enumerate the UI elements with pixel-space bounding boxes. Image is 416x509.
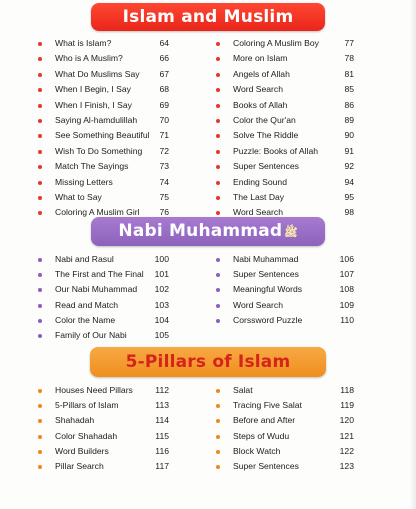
bullet-icon: [38, 150, 42, 154]
toc-entry-title: Solve The Riddle: [233, 130, 299, 141]
bullet-icon: [216, 389, 220, 393]
toc-entry-title: 5-Pillars of Islam: [55, 400, 119, 411]
bullet-icon: [38, 450, 42, 454]
toc-entry-page-number: 78: [344, 53, 354, 64]
toc-entry-title: Nabi Muhammad: [233, 254, 299, 264]
toc-entry-title: Coloring A Muslim Boy: [233, 38, 319, 48]
toc-entry-page-number: 117: [155, 460, 169, 471]
bullet-icon: [216, 119, 220, 123]
toc-entry-page-number: 102: [154, 284, 169, 295]
toc-entry-title: Before and After: [233, 415, 296, 426]
bullet-icon: [38, 404, 42, 408]
toc-entry-title: Shahadah: [55, 415, 95, 426]
bullet-icon: [38, 119, 42, 123]
bullet-icon: [216, 288, 220, 292]
bullet-icon: [38, 165, 42, 169]
bullet-icon: [38, 304, 42, 308]
salawat-glyph: ﷺ: [284, 226, 298, 239]
bullet-icon: [216, 404, 220, 408]
bullet-icon: [216, 450, 220, 454]
toc-entry-page-number: 95: [344, 191, 354, 202]
toc-entry-title: Corssword Puzzle: [233, 314, 303, 325]
bullet-icon: [38, 334, 42, 338]
toc-entry-title: When I Finish, I Say: [55, 99, 132, 110]
toc-entry-title: Tracing Five Salat: [233, 400, 302, 411]
toc-entry-page-number: 69: [159, 99, 169, 110]
toc-entry-page-number: 68: [159, 84, 169, 95]
bullet-icon: [38, 288, 42, 292]
bullet-icon: [216, 435, 220, 439]
toc-entry-title: Word Search: [233, 207, 283, 218]
section-title-text: Nabi Muhammad: [118, 221, 283, 241]
toc-entry-title: Steps of Wudu: [233, 430, 290, 441]
bullet-icon: [216, 273, 220, 277]
toc-entry-page-number: 104: [154, 314, 169, 325]
bullet-icon: [216, 150, 220, 154]
bullet-icon: [216, 258, 220, 262]
toc-entry-title: Nabi and Rasul: [55, 254, 114, 264]
bullet-icon: [216, 165, 220, 169]
bullet-icon: [216, 419, 220, 423]
bullet-icon: [38, 319, 42, 323]
toc-entry-title: Meaningful Words: [233, 284, 303, 295]
toc-entry-title: Super Sentences: [233, 269, 299, 280]
toc-entry-page-number: 107: [339, 269, 354, 280]
bullet-icon: [38, 181, 42, 185]
toc-entry-page-number: 121: [339, 430, 354, 441]
toc-entry-title: Super Sentences: [233, 161, 299, 172]
toc-entry-page-number: 122: [339, 445, 354, 456]
bullet-icon: [38, 73, 42, 77]
toc-entry-title: Word Builders: [55, 445, 109, 456]
toc-entry-title: Puzzle: Books of Allah: [233, 145, 319, 156]
toc-entry-page-number: 101: [154, 269, 169, 280]
toc-entry-title: Color the Name: [55, 314, 116, 325]
toc-entry-page-number: 71: [159, 130, 169, 141]
bullet-icon: [38, 435, 42, 439]
toc-entry-page-number: 81: [344, 68, 354, 79]
toc-entry-page-number: 109: [339, 299, 354, 310]
toc-entry-page-number: 85: [344, 84, 354, 95]
bullet-icon: [216, 304, 220, 308]
toc-entry-page-number: 116: [155, 445, 169, 456]
toc-entry-title: Saying Al-hamdulillah: [55, 114, 138, 125]
toc-entry-title: Our Nabi Muhammad: [55, 284, 138, 295]
toc-entry-page-number: 74: [159, 176, 169, 187]
bullet-icon: [216, 465, 220, 469]
toc-entry-page-number: 106: [339, 254, 354, 264]
toc-entry-title: Coloring A Muslim Girl: [55, 207, 140, 218]
section-title-islam-and-muslim: [91, 3, 325, 31]
toc-entry-title: Read and Match: [55, 299, 119, 310]
toc-entry-page-number: 64: [159, 38, 169, 48]
toc-entry-title: Houses Need Pillars: [55, 385, 133, 395]
toc-entry-title: Family of Our Nabi: [55, 329, 127, 340]
toc-entry-title: Ending Sound: [233, 176, 287, 187]
toc-entry-title: The First and The Final: [55, 269, 144, 280]
toc-entry-page-number: 98: [344, 207, 354, 218]
toc-entry-page-number: 70: [159, 114, 169, 125]
toc-entry-page-number: 105: [154, 329, 169, 340]
toc-entry-page-number: 112: [155, 385, 169, 395]
toc-entry-title: Pillar Search: [55, 460, 104, 471]
bullet-icon: [38, 211, 42, 215]
bullet-icon: [216, 181, 220, 185]
bullet-icon: [216, 73, 220, 77]
bullet-icon: [216, 42, 220, 46]
toc-entry-page-number: 77: [344, 38, 354, 48]
toc-entry-title: See Something Beautiful: [55, 130, 150, 141]
bullet-icon: [38, 465, 42, 469]
bullet-icon: [38, 42, 42, 46]
toc-entry-page-number: 75: [159, 191, 169, 202]
toc-entry-title: Color the Qur'an: [233, 114, 296, 125]
toc-entry-page-number: 103: [154, 299, 169, 310]
toc-entry-page-number: 89: [344, 114, 354, 125]
toc-entry-page-number: 66: [159, 53, 169, 64]
toc-entry-page-number: 120: [339, 415, 354, 426]
toc-entry-page-number: 114: [155, 415, 169, 426]
toc-entry-title: Who is A Muslim?: [55, 53, 123, 64]
toc-entry-title: More on Islam: [233, 53, 288, 64]
bullet-icon: [38, 389, 42, 393]
bullet-icon: [216, 211, 220, 215]
bullet-icon: [38, 196, 42, 200]
bullet-icon: [38, 134, 42, 138]
section-title-5-pillars-of-islam: [90, 347, 326, 377]
toc-entry-page-number: 90: [344, 130, 354, 141]
toc-entry-page-number: 73: [159, 161, 169, 172]
toc-entry-page-number: 119: [340, 400, 354, 411]
bullet-icon: [38, 57, 42, 61]
bullet-icon: [38, 104, 42, 108]
toc-entry-page-number: 67: [159, 68, 169, 79]
toc-entry-page-number: 92: [344, 161, 354, 172]
toc-entry-page-number: 76: [159, 207, 169, 218]
toc-entry-page-number: 108: [339, 284, 354, 295]
toc-entry-title: When I Begin, I Say: [55, 84, 131, 95]
toc-entry-title: The Last Day: [233, 191, 285, 202]
bullet-icon: [216, 319, 220, 323]
toc-entry-title: Salat: [233, 385, 253, 395]
section-title-text: Islam and Muslim: [122, 7, 294, 27]
toc-entry-page-number: 94: [344, 176, 354, 187]
toc-entry-page-number: 100: [154, 254, 169, 264]
toc-entry-title: Missing Letters: [55, 176, 113, 187]
bullet-icon: [38, 258, 42, 262]
bullet-icon: [38, 88, 42, 92]
toc-entry-page-number: 91: [344, 145, 354, 156]
toc-entry-page-number: 86: [344, 99, 354, 110]
bullet-icon: [216, 134, 220, 138]
toc-entry-page-number: 115: [155, 430, 169, 441]
bullet-icon: [38, 273, 42, 277]
toc-entry-title: Word Search: [233, 299, 283, 310]
toc-entry-page-number: 118: [340, 385, 354, 395]
toc-entry-page-number: 110: [340, 314, 354, 325]
bullet-icon: [216, 57, 220, 61]
toc-entry-title: Color Shahadah: [55, 430, 118, 441]
toc-entry-title: Match The Sayings: [55, 161, 129, 172]
toc-entry-title: What to Say: [55, 191, 102, 202]
bullet-icon: [216, 196, 220, 200]
toc-entry-title: Block Watch: [233, 445, 281, 456]
bullet-icon: [216, 88, 220, 92]
toc-entry-title: What Do Muslims Say: [55, 68, 140, 79]
toc-entry-page-number: 123: [339, 460, 354, 471]
toc-entry-title: Angels of Allah: [233, 68, 290, 79]
bullet-icon: [38, 419, 42, 423]
toc-entry-title: What is Islam?: [55, 38, 112, 48]
toc-entry-page-number: 113: [155, 400, 169, 411]
toc-entry-title: Super Sentences: [233, 460, 299, 471]
toc-entry-title: Word Search: [233, 84, 283, 95]
toc-entry-title: Books of Allah: [233, 99, 288, 110]
toc-entry-page-number: 72: [159, 145, 169, 156]
page-edge-shadow: [410, 0, 416, 509]
section-title-nabi-muhammad: [91, 217, 325, 246]
bullet-icon: [216, 104, 220, 108]
toc-entry-title: Wish To Do Something: [55, 145, 143, 156]
section-title-text: 5-Pillars of Islam: [125, 352, 291, 372]
